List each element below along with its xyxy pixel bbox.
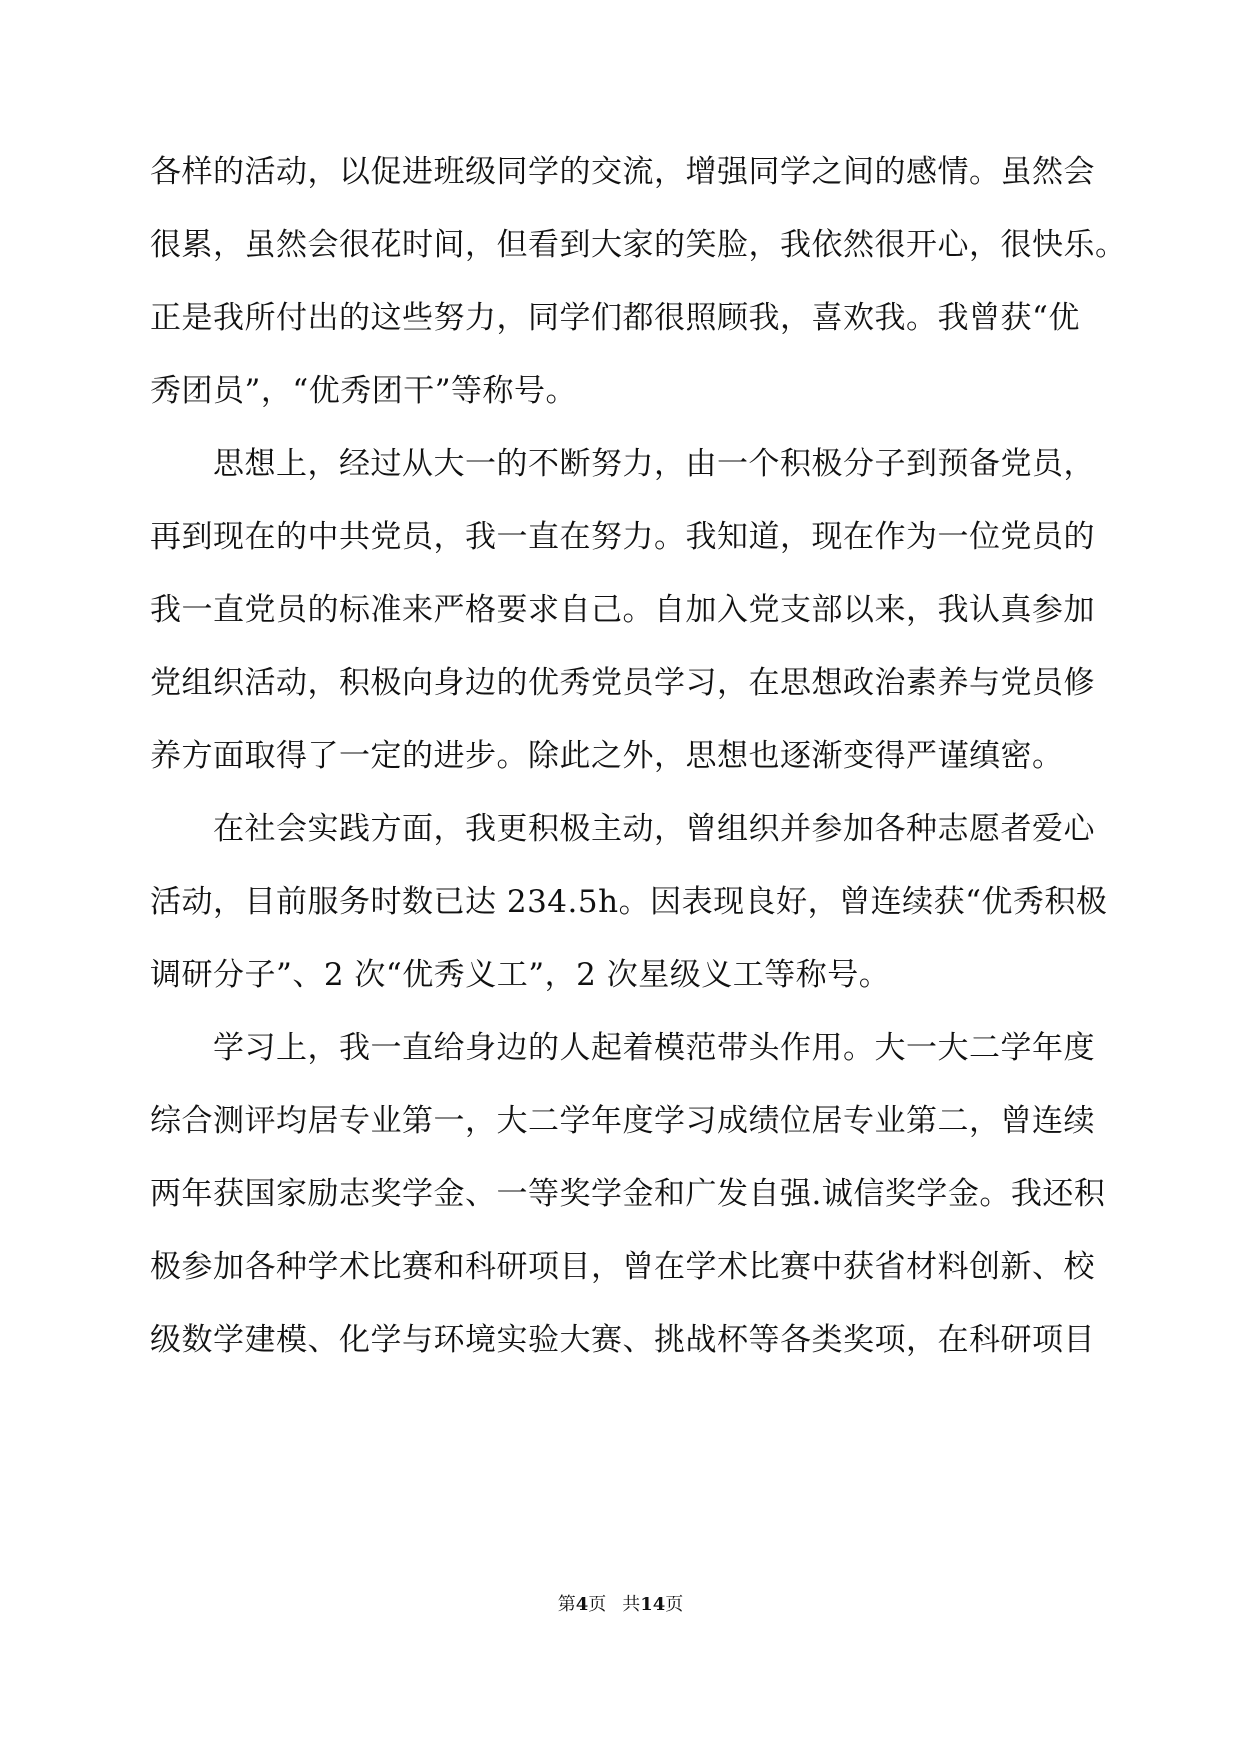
paragraph-line: 正是我所付出的这些努力，同学们都很照顾我，喜欢我。我曾获“优 bbox=[150, 300, 1080, 336]
paragraph-line: 再到现在的中共党员，我一直在努力。我知道，现在作为一位党员的 bbox=[150, 519, 1095, 555]
total-prefix: 共 bbox=[622, 1594, 641, 1615]
paragraph-line: 党组织活动，积极向身边的优秀党员学习，在思想政治素养与党员修 bbox=[150, 665, 1095, 701]
page-footer bbox=[0, 1593, 1241, 1617]
paragraph-line: 我一直党员的标准来严格要求自己。自加入党支部以来，我认真参加 bbox=[150, 592, 1095, 628]
paragraph-line: 极参加各种学术比赛和科研项目，曾在学术比赛中获省材料创新、校 bbox=[150, 1249, 1095, 1285]
paragraph-first-line: 学习上，我一直给身边的人起着模范带头作用。大一大二学年度 bbox=[213, 1030, 1095, 1066]
paragraph-first-line: 思想上，经过从大一的不断努力，由一个积极分子到预备党员， bbox=[213, 446, 1095, 482]
page-prefix: 第 bbox=[557, 1594, 576, 1615]
page-suffix: 页 bbox=[588, 1594, 607, 1615]
paragraph-line: 秀团员”，“优秀团干”等称号。 bbox=[150, 373, 578, 409]
paragraph-first-line: 在社会实践方面，我更积极主动，曾组织并参加各种志愿者爱心 bbox=[213, 811, 1095, 847]
paragraph-line: 活动，目前服务时数已达 234.5h。因表现良好，曾连续获“优秀积极 bbox=[150, 884, 1108, 920]
paragraph-line: 综合测评均居专业第一，大二学年度学习成绩位居专业第二，曾连续 bbox=[150, 1103, 1095, 1139]
page-current: 4 bbox=[575, 1594, 589, 1615]
paragraph-line: 养方面取得了一定的进步。除此之外，思想也逐渐变得严谨缜密。 bbox=[150, 738, 1064, 774]
page-total: 14 bbox=[640, 1594, 666, 1615]
paragraph-line: 两年获国家励志奖学金、一等奖学金和广发自强.诚信奖学金。我还积 bbox=[150, 1176, 1106, 1212]
paragraph-line: 级数学建模、化学与环境实验大赛、挑战杯等各类奖项，在科研项目 bbox=[150, 1322, 1095, 1358]
total-suffix: 页 bbox=[665, 1594, 684, 1615]
paragraph-line: 各样的活动，以促进班级同学的交流，增强同学之间的感情。虽然会 bbox=[150, 154, 1095, 190]
paragraph-line: 很累，虽然会很花时间，但看到大家的笑脸，我依然很开心，很快乐。 bbox=[150, 227, 1127, 263]
paragraph-line: 调研分子”、2 次“优秀义工”，2 次星级义工等称号。 bbox=[150, 957, 891, 993]
